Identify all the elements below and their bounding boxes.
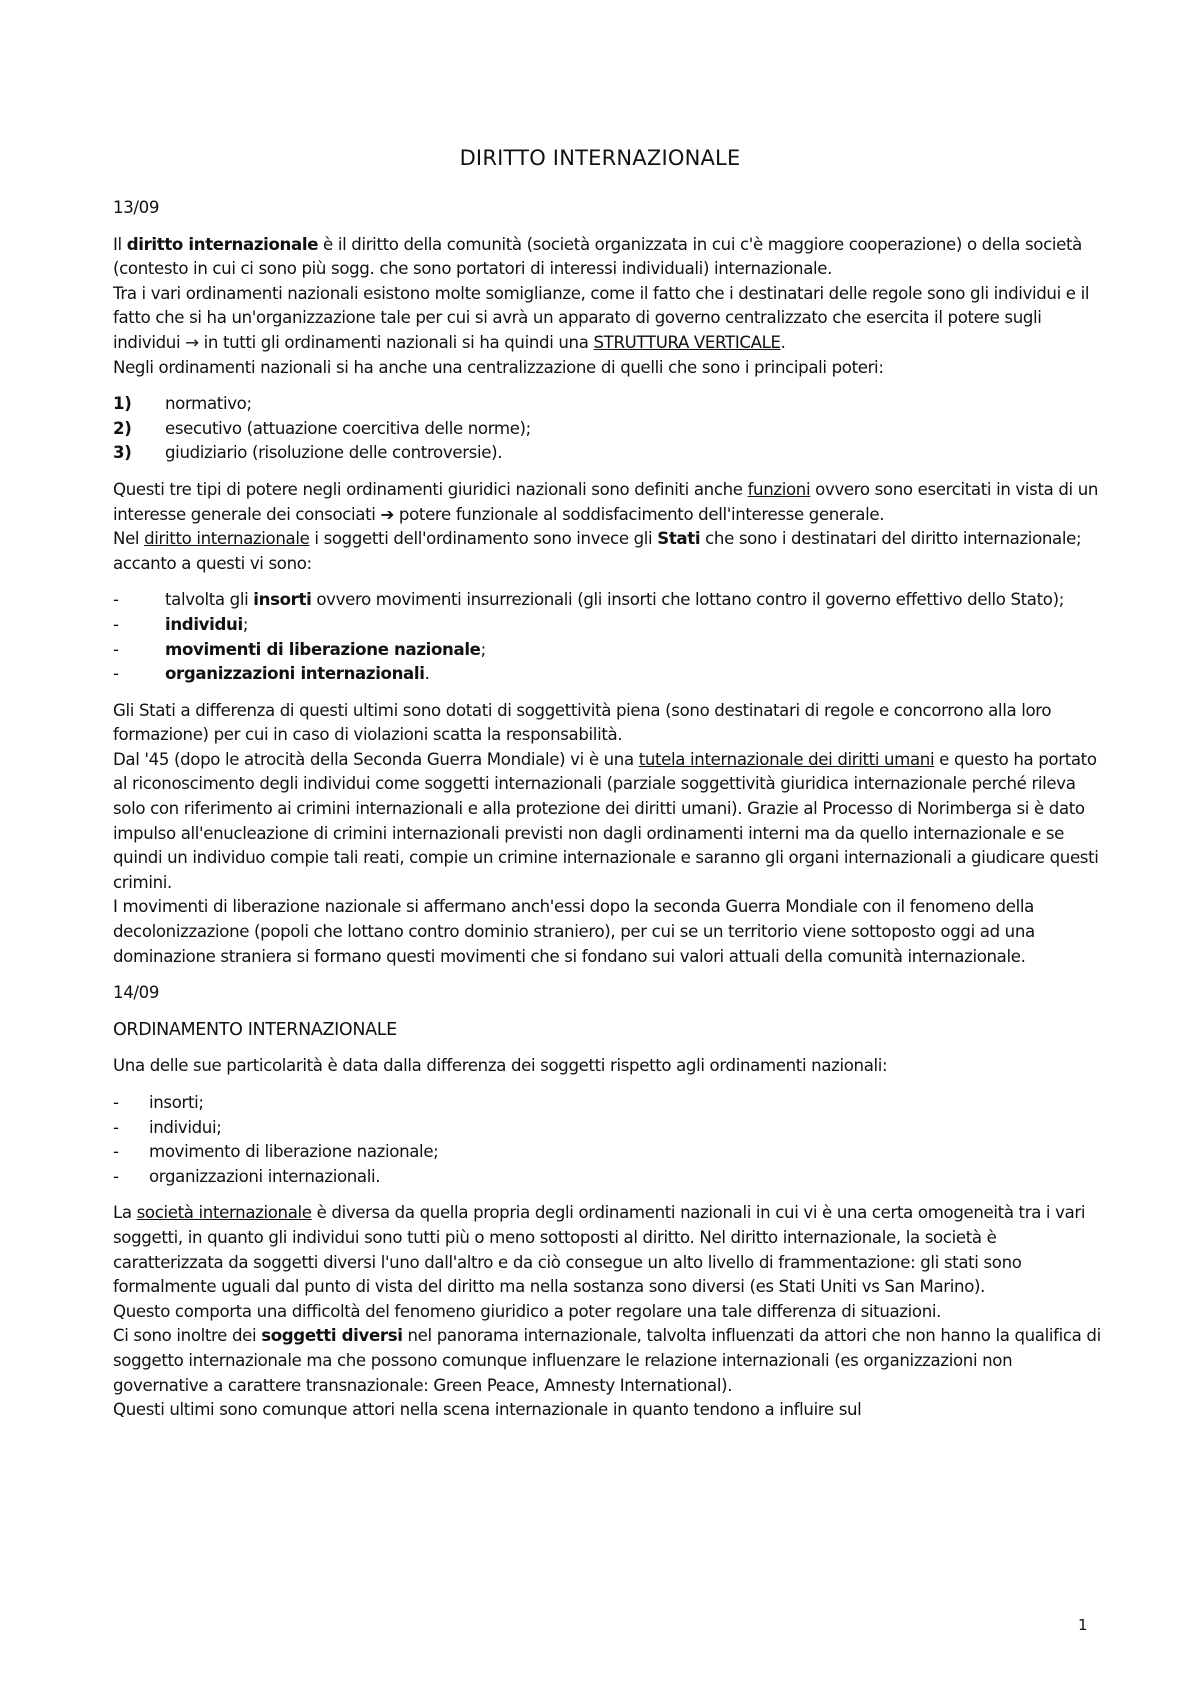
paragraph-societa <box>113 1201 1103 1299</box>
underlined-term: STRUTTURA VERTICALE <box>593 332 781 352</box>
list-dash: - <box>113 1117 119 1137</box>
list-text: giudiziario (risoluzione delle controversie). <box>165 443 503 463</box>
list-item <box>113 613 1103 638</box>
text-run: che sono i destinatari del diritto internazionale; accanto a questi vi sono: <box>113 529 1082 573</box>
bold-term: soggetti diversi <box>261 1326 403 1346</box>
paragraph-intro <box>113 233 1103 282</box>
list-dash: - <box>113 614 119 634</box>
underlined-term: tutela internazionale dei diritti umani <box>638 749 935 769</box>
list-text: esecutivo (attuazione coercitiva delle norme); <box>165 418 531 438</box>
text-run: è diversa da quella propria degli ordinamenti nazionali in cui vi è una certa omogeneità tra i vari soggetti, in quanto gli individui sono tutti più o meno sottoposti al diritto. Nel diritto internazionale, la società è caratterizzata da soggetti diversi l'uno dall'altro e da ciò consegue un alto livello di frammentazione: gli stati sono formalmente uguali dal punto di vista del diritto ma nella sostanza sono diversi (es Stati Uniti vs San Marino). <box>113 1203 1086 1297</box>
list-number: 2) <box>113 418 132 438</box>
text-run: ovvero sono esercitati in vista di un interesse generale dei consociati ➔ potere funzionale al soddisfacimento dell'interesse generale. <box>113 479 1099 524</box>
list-text <box>165 662 430 687</box>
list-number: 1) <box>113 394 132 414</box>
list-item <box>113 638 1103 663</box>
list-item <box>113 1091 1103 1116</box>
text-run: La <box>113 1203 137 1223</box>
bold-term: diritto internazionale <box>126 234 319 254</box>
paragraph-poteri: Negli ordinamenti nazionali si ha anche una centralizzazione di quelli che sono i principali poteri: <box>113 357 884 377</box>
text-run: Questi tre tipi di potere negli ordinamenti giuridici nazionali sono definiti anche <box>113 479 748 499</box>
list-dash: - <box>113 1093 119 1112</box>
subjects-list-2 <box>113 1091 1103 1189</box>
text-run: Dal '45 (dopo le atrocità della Seconda Guerra Mondiale) vi è una <box>113 749 639 769</box>
text-run: Tra i vari ordinamenti nazionali esistono molte somiglianze, come il fatto che i destinatari delle regole sono gli individui e il fatto che si ha un'organizzazione tale per cui si avrà un apparato di governo centralizzato che esercita il potere sugli individui → in tutti gli ordinamenti nazionali si ha quindi una <box>113 283 1090 352</box>
list-text: individui; <box>149 1117 222 1137</box>
list-item <box>113 1140 1103 1165</box>
powers-list <box>113 392 1103 466</box>
list-text <box>165 588 1064 613</box>
underlined-term: diritto internazionale <box>144 529 310 549</box>
paragraph-soggetti-diversi <box>113 1324 1103 1398</box>
list-text <box>165 613 248 638</box>
underlined-term: società internazionale <box>136 1203 312 1223</box>
list-item <box>113 441 1103 466</box>
date-label-2: 14/09 <box>113 983 160 1003</box>
list-item <box>113 1165 1103 1190</box>
bold-term: individui <box>165 614 243 634</box>
document-body <box>113 196 1103 1423</box>
list-item <box>113 588 1103 613</box>
document-title: DIRITTO INTERNAZIONALE <box>459 146 741 170</box>
paragraph-soggetti <box>113 527 1103 576</box>
paragraph-diritti-umani <box>113 748 1103 896</box>
bold-term: movimenti di liberazione nazionale <box>165 639 481 659</box>
paragraph-attori: Questi ultimi sono comunque attori nella scena internazionale in quanto tendono a influire sul <box>113 1400 862 1420</box>
list-dash: - <box>113 590 119 610</box>
paragraph-particolarita: Una delle sue particolarità è data dalla differenza dei soggetti rispetto agli ordinamenti nazionali: <box>113 1056 888 1076</box>
list-text: insorti; <box>149 1093 204 1112</box>
text-run: Ci sono inoltre dei <box>113 1326 262 1346</box>
text-run: Il <box>113 234 127 254</box>
text-run: . <box>780 332 786 352</box>
text-run: ; <box>242 614 249 634</box>
paragraph-difficolta: Questo comporta una difficoltà del fenomeno giuridico a poter regolare una tale differenza di situazioni. <box>113 1301 942 1321</box>
text-run: Nel <box>113 529 145 549</box>
subjects-list <box>113 588 1103 686</box>
list-dash: - <box>113 1166 119 1186</box>
bold-term: Stati <box>657 529 701 549</box>
list-item <box>113 662 1103 687</box>
bold-term: organizzazioni internazionali <box>165 664 425 684</box>
underlined-term: funzioni <box>747 479 811 499</box>
list-item <box>113 392 1103 417</box>
paragraph-ordinamenti <box>113 282 1103 356</box>
text-run: e questo ha portato al riconoscimento degli individui come soggetti internazionali (parziale soggettività giuridica internazionale perché rileva solo con riferimento ai crimini internazionali e alla protezione dei diritti umani). Grazie al Processo di Norimberga si è dato impulso all'enucleazione di crimini internazionali previsti non dagli ordinamenti interni ma da quello internazionale e se quindi un individuo compie tali reati, compie un crimine internazionale e saranno gli organi internazionali a giudicare questi crimini. <box>113 749 1099 892</box>
text-run: . <box>424 664 430 684</box>
text-run: i soggetti dell'ordinamento sono invece gli <box>309 529 658 549</box>
list-text: organizzazioni internazionali. <box>149 1166 381 1186</box>
bold-term: insorti <box>253 590 312 610</box>
text-run: ; <box>480 639 486 659</box>
section-heading: ORDINAMENTO INTERNAZIONALE <box>113 1019 397 1040</box>
paragraph-funzioni <box>113 478 1103 527</box>
text-run: ovvero movimenti insurrezionali (gli insorti che lottano contro il governo effettivo dello Stato); <box>311 590 1064 610</box>
list-dash: - <box>113 639 119 659</box>
list-item <box>113 417 1103 442</box>
date-label-1: 13/09 <box>113 198 160 217</box>
list-dash: - <box>113 1142 119 1162</box>
list-text <box>165 638 486 663</box>
paragraph-liberazione: I movimenti di liberazione nazionale si affermano anch'essi dopo la seconda Guerra Mondiale con il fenomeno della decolonizzazione (popoli che lottano contro dominio straniero), per cui se un territorio viene sottoposto oggi ad una dominazione straniera si formano questi movimenti che si fondano sui valori attuali della comunità internazionale. <box>113 897 1035 966</box>
page-number: 1 <box>1078 1616 1088 1634</box>
list-text: normativo; <box>165 394 252 414</box>
text-run: è il diritto della comunità (società organizzata in cui c'è maggiore cooperazione) o della società (contesto in cui ci sono più sogg. che sono portatori di interessi individuali) internazionale. <box>113 234 1082 279</box>
text-run: nel panorama internazionale, talvolta influenzati da attori che non hanno la qualifica di soggetto internazionale ma che possono comunque influenzare le relazione internazionali (es organizzazioni non governative a carattere transnazionale: Green Peace, Amnesty International). <box>113 1326 1101 1395</box>
paragraph-stati: Gli Stati a differenza di questi ultimi sono dotati di soggettività piena (sono destinatari di regole e concorrono alla loro formazione) per cui in caso di violazioni scatta la responsabilità. <box>113 700 1052 745</box>
list-dash: - <box>113 664 119 684</box>
text-run: talvolta gli <box>165 590 254 610</box>
list-number: 3) <box>113 443 132 463</box>
list-item <box>113 1116 1103 1141</box>
list-text: movimento di liberazione nazionale; <box>149 1142 439 1162</box>
